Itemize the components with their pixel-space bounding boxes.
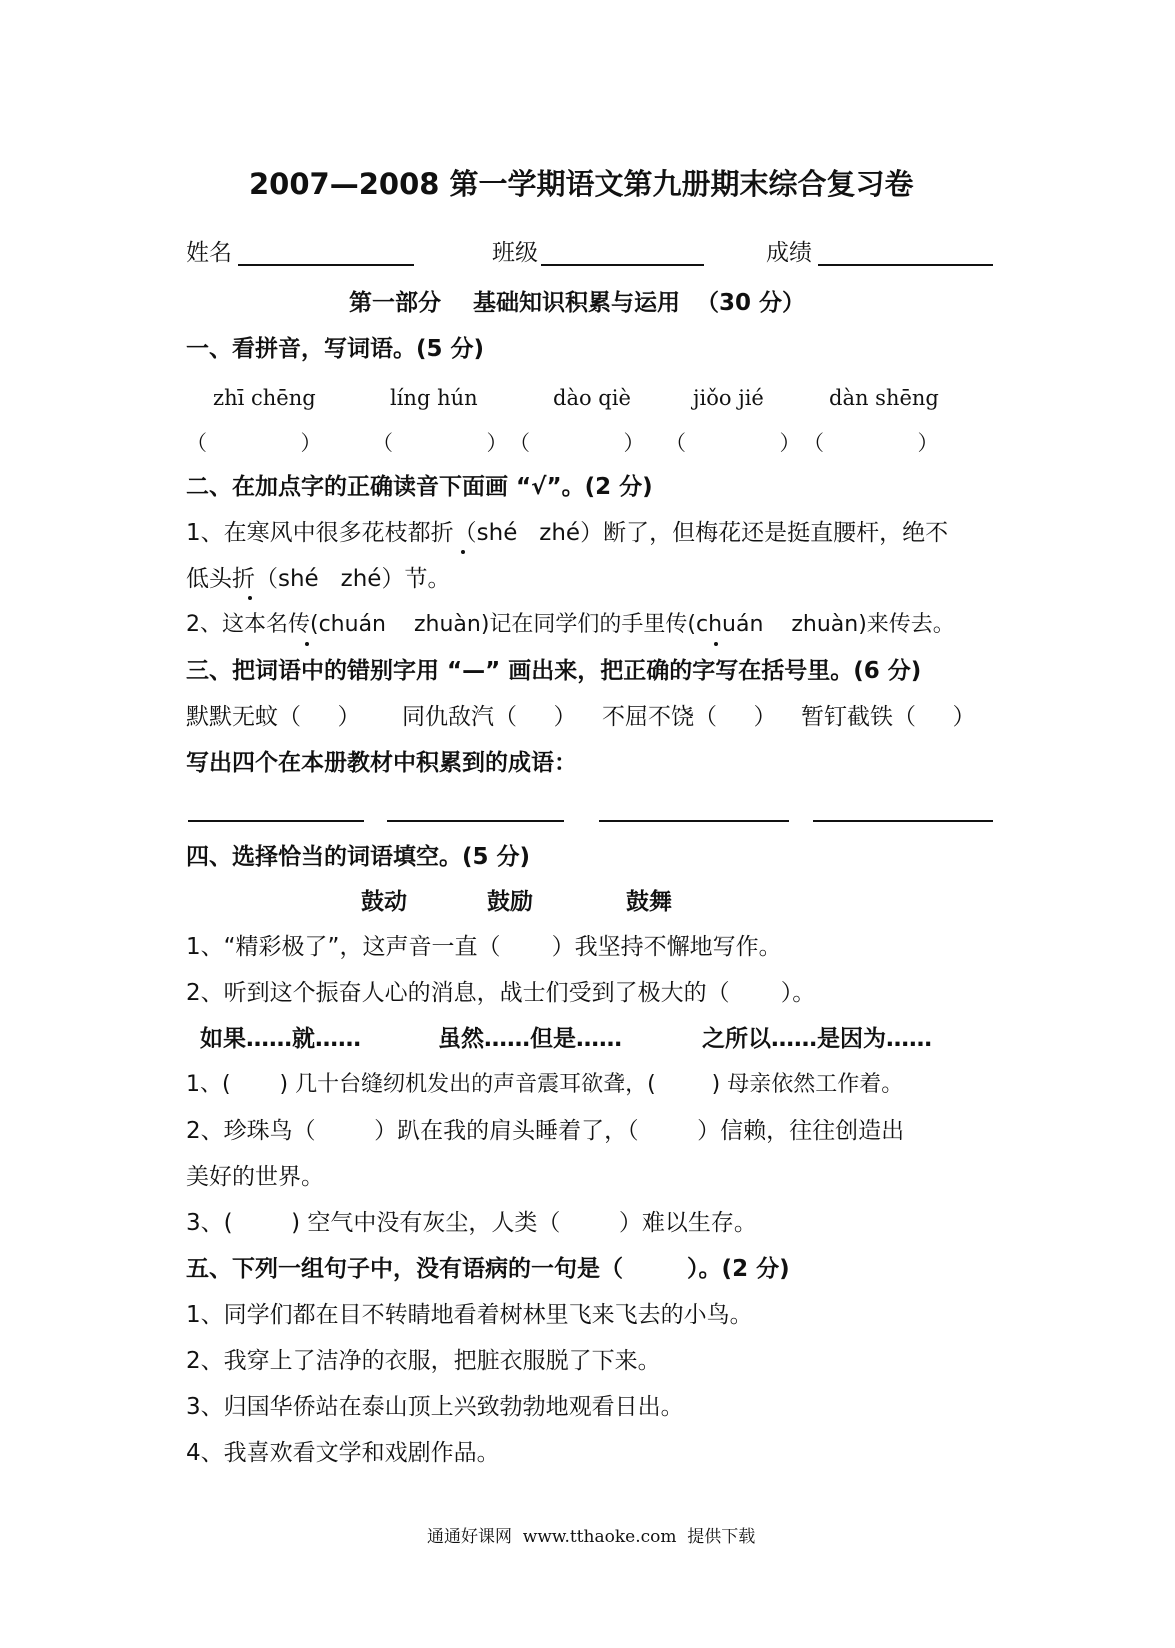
q3-word-1[interactable]: 默默无蚊（ ） [186,704,361,730]
q4-sentence-b1[interactable]: 1、( ) 几十台缝纫机发出的声音震耳欲聋，( ) 母亲依然工作着。 [186,1072,904,1097]
answer-bracket-1[interactable]: （ ） [186,431,322,455]
idiom-blank-4[interactable] [813,820,993,822]
q3-word-4[interactable]: 暂钉截铁（ ） [801,704,976,730]
score-label: 成绩 [766,240,812,266]
emphasis-dot [248,596,252,600]
q4-conjunction-1: 如果……就…… [200,1026,361,1052]
q5-option-1: 1、同学们都在目不转睛地看着树林里飞来飞去的小鸟。 [186,1302,753,1328]
answer-bracket-5[interactable]: （ ） [803,431,939,455]
q5-option-4: 4、我喜欢看文学和戏剧作品。 [186,1440,500,1466]
name-blank[interactable] [238,264,414,266]
q2-heading: 二、在加点字的正确读音下面画 “√”。(2 分) [186,474,653,500]
q4-sentence-a1[interactable]: 1、“精彩极了”，这声音一直（ ）我坚持不懈地写作。 [186,934,782,960]
footer-text: 通通好课网 www.tthaoke.com 提供下载 [427,1527,756,1547]
page-title: 2007—2008 第一学期语文第九册期末综合复习卷 [249,167,914,201]
q3-idiom-prompt: 写出四个在本册教材中积累到的成语： [186,750,577,776]
pinyin-1: zhī chēng [213,386,316,410]
class-blank[interactable] [541,264,704,266]
q4-heading: 四、选择恰当的词语填空。(5 分) [186,844,531,870]
q5-heading: 五、下列一组句子中，没有语病的一句是（ ）。(2 分) [186,1256,790,1282]
q4-option-2: 鼓励 [487,889,533,915]
name-label: 姓名 [186,240,232,266]
q4-conjunction-3: 之所以……是因为…… [702,1026,932,1052]
class-label: 班级 [492,240,538,266]
q2-sentence-2: 2、这本名传(chuán zhuàn)记在同学们的手里传(chuán zhuàn)来传去。 [186,612,955,637]
emphasis-dot [714,642,718,646]
pinyin-4: jiǒo jié [693,386,764,410]
q4-option-3: 鼓舞 [626,889,672,915]
q3-word-3[interactable]: 不屈不饶（ ） [602,704,777,730]
q3-word-2[interactable]: 同仇敌汽（ ） [402,704,577,730]
q5-option-2: 2、我穿上了洁净的衣服，把脏衣服脱了下来。 [186,1348,661,1374]
answer-bracket-2[interactable]: （ ） [372,431,508,455]
q3-heading: 三、把词语中的错别字用 “—” 画出来，把正确的字写在括号里。(6 分) [186,658,922,684]
q4-conjunction-2: 虽然……但是…… [438,1026,622,1052]
answer-bracket-3[interactable]: （ ） [509,431,645,455]
pinyin-5: dàn shēng [829,386,939,410]
pinyin-2: líng hún [390,386,478,410]
q2-sentence-1-line-1: 1、在寒风中很多花枝都折（shé zhé）断了，但梅花还是挺直腰杆，绝不 [186,520,949,546]
idiom-blank-2[interactable] [387,820,564,822]
q2-sentence-1-line-2: 低头折（shé zhé）节。 [186,566,451,592]
q4-sentence-b3[interactable]: 3、( ) 空气中没有灰尘，人类（ ）难以生存。 [186,1210,757,1236]
q4-sentence-b2-line-2: 美好的世界。 [186,1164,324,1190]
q5-option-3: 3、归国华侨站在泰山顶上兴致勃勃地观看日出。 [186,1394,684,1420]
answer-bracket-4[interactable]: （ ） [665,431,801,455]
q4-option-1: 鼓动 [361,889,407,915]
pinyin-3: dào qiè [553,386,631,410]
part1-heading: 第一部分 基础知识积累与运用 （30 分） [349,290,806,316]
emphasis-dot [305,642,309,646]
q1-heading: 一、看拼音，写词语。(5 分) [186,336,485,362]
emphasis-dot [461,550,465,554]
idiom-blank-1[interactable] [188,820,364,822]
q4-sentence-a2[interactable]: 2、听到这个振奋人心的消息，战士们受到了极大的（ ）。 [186,980,816,1006]
score-blank[interactable] [818,264,993,266]
q4-sentence-b2-line-1[interactable]: 2、珍珠鸟（ ）趴在我的肩头睡着了，（ ）信赖，往往创造出 [186,1118,905,1144]
idiom-blank-3[interactable] [599,820,789,822]
